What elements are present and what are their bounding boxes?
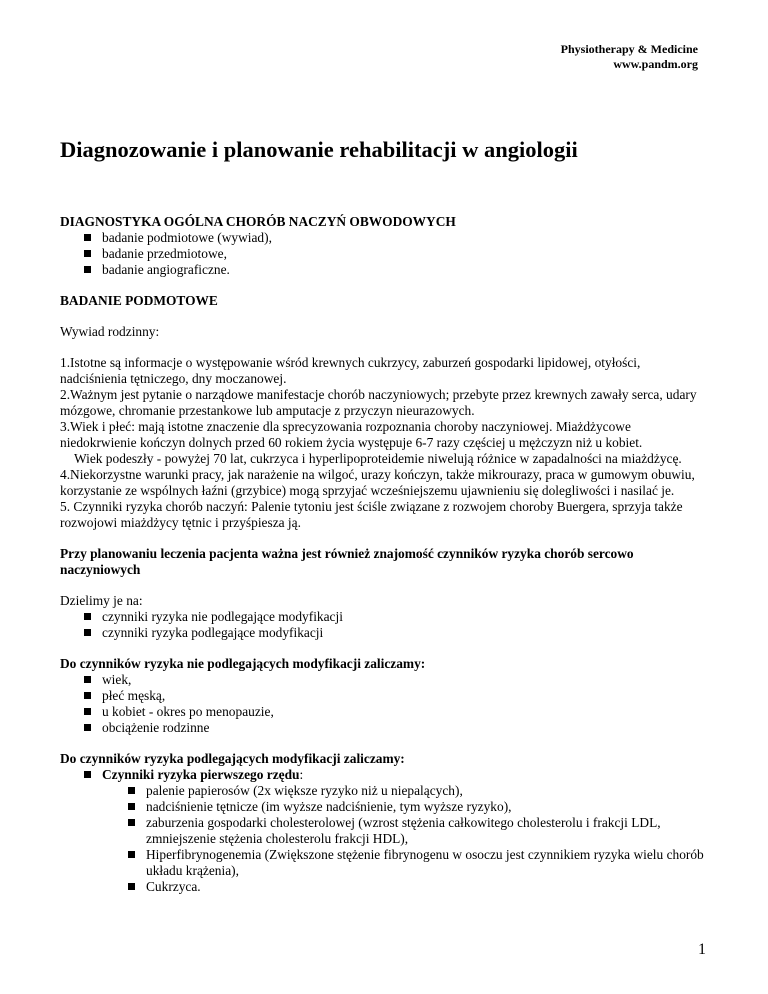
document-body [60, 214, 710, 895]
page-number: 1 [698, 941, 706, 958]
paragraph: 5. Czynniki ryzyka chorób naczyń: Palenie tytoniu jest ściśle związane z rozwojem choroby Buergera, sprzyja także rozwojowi miażdżycy tętnic i przyśpiesza ją. [60, 499, 683, 530]
subheading: Wywiad rodzinny: [60, 324, 160, 339]
bullet-list [60, 767, 710, 895]
section-non-modifiable [60, 656, 710, 736]
section-heading: Do czynników ryzyka podlegających modyfikacji zaliczamy: [60, 751, 405, 766]
section-cardiovascular-risk [60, 546, 710, 641]
list-item: czynniki ryzyka podlegające modyfikacji [84, 625, 710, 641]
list-item [84, 767, 710, 895]
journal-website: www.pandm.org [613, 57, 698, 71]
list-item: zaburzenia gospodarki cholesterolowej (wzrost stężenia całkowitego cholesterolu i frakcji LDL, zmniejszenie stężenia cholesterolu frakcji HDL), [128, 815, 710, 847]
list-item: wiek, [84, 672, 710, 688]
nested-bullet-list [102, 783, 710, 895]
bullet-list [60, 230, 710, 278]
list-item: Cukrzyca. [128, 879, 710, 895]
bullet-list [60, 672, 710, 736]
list-item: płeć męską, [84, 688, 710, 704]
paragraph: 2.Ważnym jest pytanie o narządowe manifestacje chorób naczyniowych; przebyte przez krewnych zawały serca, udary mózgowe, chromanie przestankowe lub amputacje z przyczyn nieurazowych. [60, 387, 697, 418]
journal-name: Physiotherapy & Medicine [560, 42, 698, 56]
page-header [561, 42, 698, 72]
list-item: badanie przedmiotowe, [84, 246, 710, 262]
paragraph: Dzielimy je na: [60, 593, 143, 608]
bullet-list [60, 609, 710, 641]
paragraph: 4.Niekorzystne warunki pracy, jak narażenie na wilgoć, urazy kończyn, także mikrourazy, praca w gumowym obuwiu, korzystanie ze wspólnych łaźni (grzybice) mogą sprzyjać wcześniejszemu ujawnieniu się dolegliwości i nasilać je. [60, 467, 695, 498]
section-heading: Przy planowaniu leczenia pacjenta ważna jest również znajomość czynników ryzyka chorób sercowo naczyniowych [60, 546, 634, 577]
section-heading: DIAGNOSTYKA OGÓLNA CHORÓB NACZYŃ OBWODOWYCH [60, 214, 456, 229]
list-item: nadciśnienie tętnicze (im wyższe nadciśnienie, tym wyższe ryzyko), [128, 799, 710, 815]
section-modifiable [60, 751, 710, 895]
section-diagnostics [60, 214, 710, 278]
section-heading: Do czynników ryzyka nie podlegających modyfikacji zaliczamy: [60, 656, 426, 671]
group-label: Czynniki ryzyka pierwszego rzędu [102, 767, 300, 782]
list-item: u kobiet - okres po menopauzie, [84, 704, 710, 720]
section-heading: BADANIE PODMOTOWE [60, 293, 218, 308]
section-history [60, 293, 710, 531]
list-item: Hiperfibrynogenemia (Zwiększone stężenie fibrynogenu w osoczu jest czynnikiem ryzyka wielu chorób układu krążenia), [128, 847, 710, 879]
list-item: czynniki ryzyka nie podlegające modyfikacji [84, 609, 710, 625]
list-item: badanie podmiotowe (wywiad), [84, 230, 710, 246]
paragraph: 3.Wiek i płeć: mają istotne znaczenie dla sprecyzowania rozpoznania choroby naczyniowej. Miażdżycowe niedokrwienie kończyn dolnych przed 60 rokiem życia występuje 6-7 razy częściej u mężczyzn niż u kobiet. [60, 419, 643, 450]
list-item: obciążenie rodzinne [84, 720, 710, 736]
group-colon: : [299, 767, 304, 782]
paragraph: 1.Istotne są informacje o występowanie wśród krewnych cukrzycy, zaburzeń gospodarki lipidowej, otyłości, nadciśnienia tętniczego, dny moczanowej. [60, 355, 641, 386]
list-item: badanie angiograficzne. [84, 262, 710, 278]
list-item: palenie papierosów (2x większe ryzyko niż u niepalących), [128, 783, 710, 799]
document-title: Diagnozowanie i planowanie rehabilitacji w angiologii [60, 137, 578, 162]
paragraph: Wiek podeszły - powyżej 70 lat, cukrzyca i hyperlipoproteidemie niwelują różnice w zapadalności na miażdżycę. [74, 451, 682, 466]
